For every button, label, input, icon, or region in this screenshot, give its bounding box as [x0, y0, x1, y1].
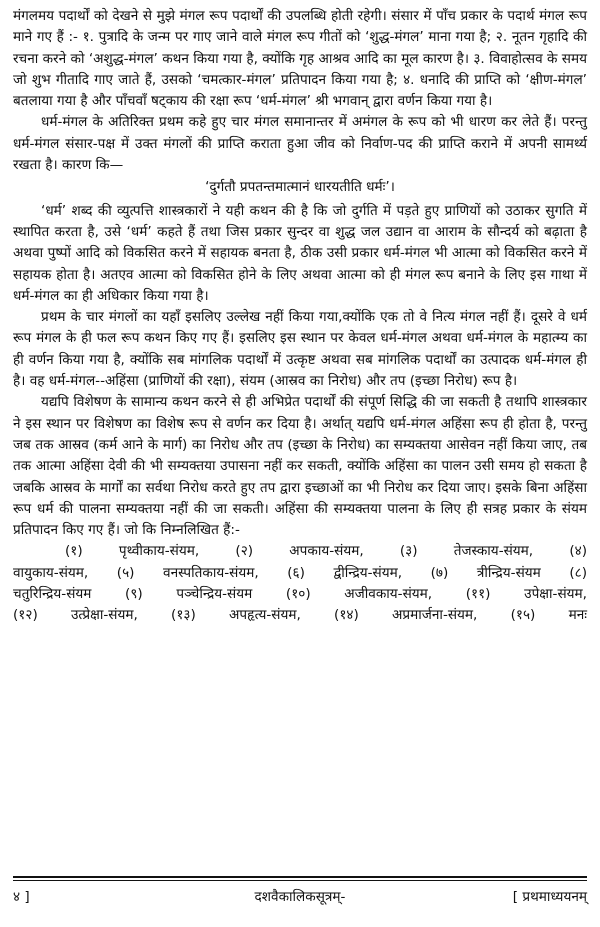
body-text	[13, 6, 587, 627]
samyam-list-line: चतुरिन्द्रिय-संयम (९) पञ्चेन्द्रिय-संयम (१०) अजीवकाय-संयम, (११) उपेक्षा-संयम,	[13, 586, 587, 603]
samyam-list-line: (१) पृथ्वीकाय-संयम, (२) अपकाय-संयम, (३) तेजस्काय-संयम, (४)	[65, 543, 587, 560]
paragraph-2: धर्म-मंगल के अतिरिक्त प्रथम कहे हुए चार मंगल समानान्तर में अमंगल के रूप को भी धारण कर लेते हैं। परन्तु धर्म-मंगल संसार-पक्ष में उक्त मंगलों की प्राप्ति कराता हुआ जीव को निर्वाण-पद की प्राप्ति कराने में अपनी सामर्थ्य रखता है। कारण कि—	[13, 114, 587, 174]
book-title: दशवैकालिकसूत्रम्-	[254, 889, 346, 905]
paragraph-4: प्रथम के चार मंगलों का यहाँ इसलिए उल्लेख नहीं किया गया,क्योंकि एक तो वे नित्य मंगल नहीं हैं। दूसरे वे धर्म रूप मंगल के ही फल रूप कथन किए गए हैं। इसलिए इस स्थान पर केवल धर्म-मंगल अथवा धर्म-मंगल के महात्म्य का ही वर्णन किया गया है, क्योंकि सब मांगलिक पदार्थों में उत्कृष्ट अथवा सब मांगलिक पदार्थों का उत्पादक धर्म-मंगल ही है। वह धर्म-मंगल--अहिंसा (प्राणियों की रक्षा), संयम (आस्रव का निरोध) और तप (इच्छा निरोध) रूप है।	[13, 309, 587, 390]
footer-rule	[13, 876, 587, 878]
page-footer	[13, 886, 587, 908]
paragraph-3: ‘धर्म’ शब्द की व्युत्पत्ति शास्त्रकारों ने यही कथन की है कि जो दुर्गति में पड़ते हुए प्राणियों को उठाकर सुगति में स्थापित करता है, उसे ‘धर्म’ कहते हैं तथा जिस प्रकार सुन्दर वा शुद्ध जल उद्यान वा आराम के सौन्दर्य को बढ़ाता है अथवा पुष्पों आदि को विकसित करने में सहायक बनता है, ठीक उसी प्रकार धर्म-मंगल भी आत्मा को विकसित करने में सहायक होता है। अतएव आत्मा को विकसित होने के लिए अथवा आत्मा को ही मंगल रूप बनाने के लिए इस गाथा में धर्म-मंगल का ही अधिकार किया गया है।	[13, 202, 587, 304]
samyam-list-line: वायुकाय-संयम, (५) वनस्पतिकाय-संयम, (६) द्वीन्द्रिय-संयम, (७) त्रीन्द्रिय-संयम (८)	[13, 564, 587, 581]
samyam-list	[13, 541, 587, 626]
page-number: ४ ]	[13, 889, 30, 905]
paragraph-5: यद्यपि विशेषण के सामान्य कथन करने से ही अभिप्रेत पदार्थों की संपूर्ण सिद्धि की जा सकती है तथापि शास्त्रकार ने इस स्थान पर विशेषण का विशेष रूप से वर्णन कर दिया है। अर्थात् यद्यपि धर्म-मंगल अहिंसा रूप ही होता है, परन्तु जब तक आस्रव (कर्म आने के मार्ग) का निरोध और तप (इच्छा के निरोध) का सम्यक्तया आसेवन नहीं किया जाए, तब तक आत्मा अहिंसा देवी की भी सम्यक्तया उपासना नहीं कर सकती, क्योंकि अहिंसा का पालन उसी समय हो सकता है जबकि आस्रव के मार्गों का सर्वथा निरोध करते हुए तप द्वारा इच्छाओं का भी निरोध कर दिया जाए। इसके बिना अहिंसा रूप धर्म की पालना सम्यक्तया नहीं की जा सकती। अहिंसा की सम्यक्तया पालना के लिए ही सत्रह प्रकार के संयम प्रतिपादन किए गए हैं। जो कि निम्नलिखित हैं:-	[13, 394, 587, 539]
chapter-name: [ प्रथमाध्ययनम्	[512, 889, 587, 905]
samyam-list-line: (१२) उत्प्रेक्षा-संयम, (१३) अपहृत्य-संयम, (१४) अप्रमार्जना-संयम, (१५) मनः	[13, 607, 587, 624]
footer-rule-thin	[13, 880, 587, 881]
shloka-quote: ‘दुर्गतौ प्रपतन्तमात्मानं धारयतीति धर्मः’।	[205, 179, 395, 196]
paragraph-1: मंगलमय पदार्थों को देखने से मुझे मंगल रूप पदार्थों की उपलब्धि होती रहेगी। संसार में पाँच प्रकार के पदार्थ मंगल रूप माने गए हैं :- १. पुत्रादि के जन्म पर गाए जाने वाले मंगल रूप गीतों को ‘शुद्ध-मंगल’ माना गया है; २. नूतन गृहादि की रचना करने को ‘अशुद्ध-मंगल’ कथन किया गया है, क्योंकि गृह आश्रव आदि का मूल कारण है। ३. विवाहोत्सव के समय जो शुभ गीतादि गाए जाते हैं, उसको ‘चमत्कार-मंगल’ प्रतिपादन किया गया है; ४. धनादि की प्राप्ति को ‘क्षीण-मंगल’ बतलाया गया है और पाँचवाँ षट्काय की रक्षा रूप ‘धर्म-मंगल’ श्री भगवान् द्वारा वर्णन किया गया है।	[13, 8, 587, 110]
